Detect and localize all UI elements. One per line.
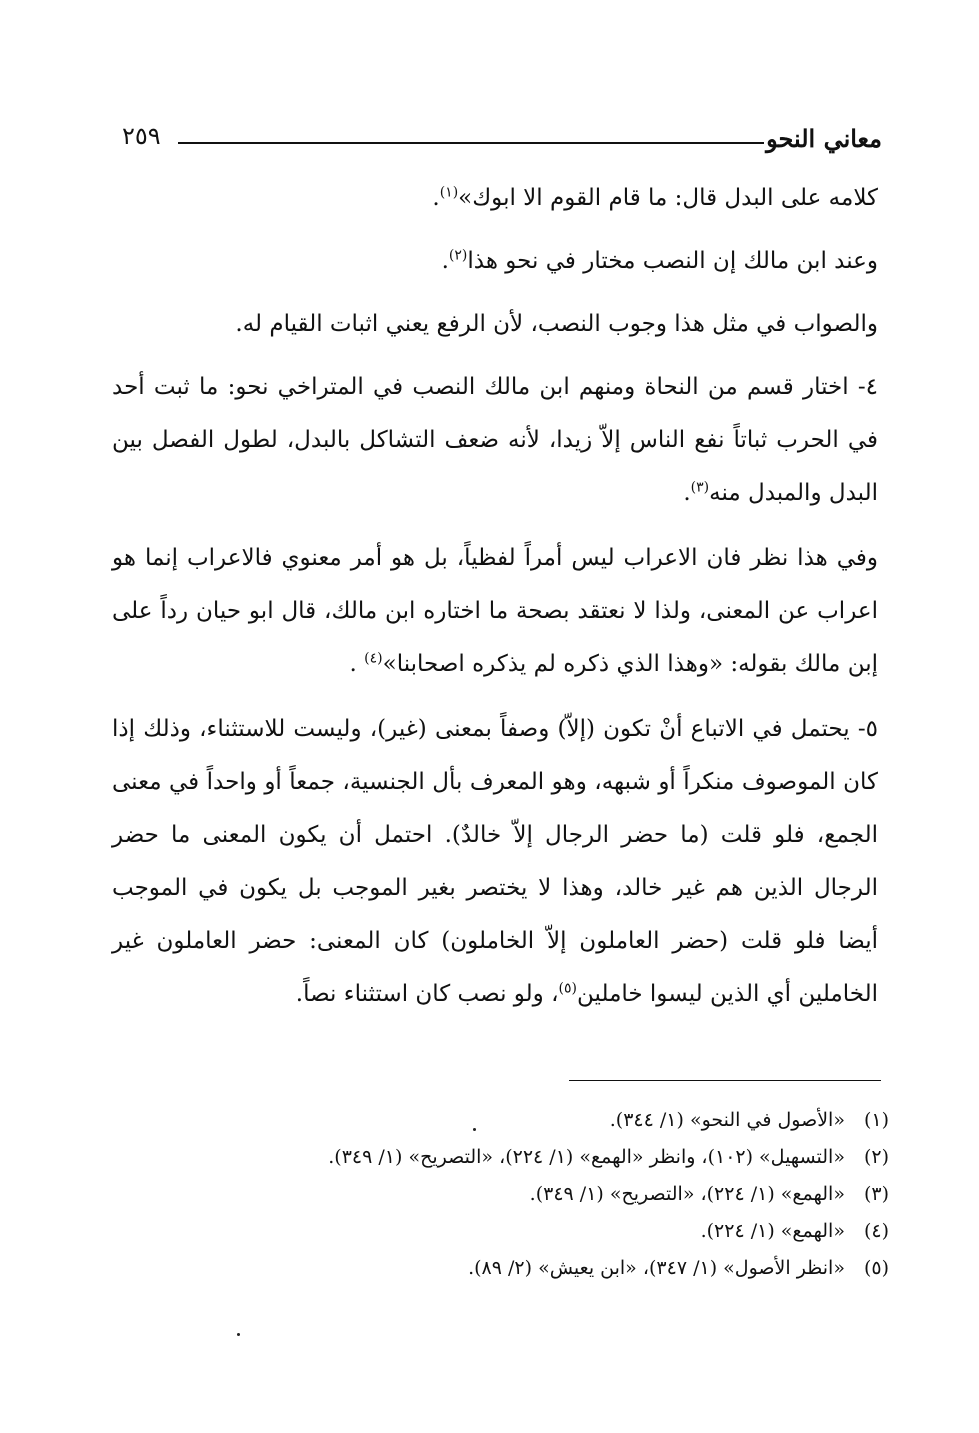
footnote-separator — [569, 1080, 881, 1081]
header-rule — [178, 142, 764, 144]
paragraph-tail: . — [432, 185, 440, 211]
scan-speck — [237, 1333, 240, 1336]
running-header — [118, 118, 882, 158]
paragraph-text: وعند ابن مالك إن النصب مختار في نحو هذا — [467, 248, 878, 274]
footnote-item — [289, 1250, 889, 1287]
paragraph — [112, 172, 878, 225]
footnote-text: «الهمع» (١/ ٢٢٤). — [700, 1220, 845, 1242]
footnote-text: «انظر الأصول» (١/ ٣٤٧)، «ابن يعيش» (٢/ ٨٩). — [468, 1257, 845, 1279]
paragraph — [112, 298, 878, 351]
footnote-ref: (٢) — [448, 247, 468, 264]
footnote-number: (٤) — [863, 1220, 889, 1242]
footnote-number: (٢) — [863, 1146, 889, 1168]
footnote-text: «التسهيل» (١٠٢)، وانظر «الهمع» (١/ ٢٢٤)، «التصريح» (١/ ٣٤٩). — [328, 1146, 845, 1168]
scan-speck — [473, 1128, 476, 1131]
paragraph — [112, 361, 878, 520]
paragraph-text: ٤- اختار قسم من النحاة ومنهم ابن مالك النصب في المتراخي نحو: ما ثبت أحد في الحرب ثباتاً نفع الناس إلاّ زيدا، لأنه ضعف التشاكل بالبدل، لطول الفصل بين البدل والمبدل منه — [112, 374, 878, 506]
footnote-ref: (٤) — [364, 650, 383, 667]
footnote-number: (٣) — [863, 1183, 889, 1205]
paragraph-text: كلامه على البدل قال: ما قام القوم الا ابوك» — [458, 185, 878, 211]
footnotes — [289, 1102, 889, 1287]
footnote-number: (١) — [863, 1109, 889, 1131]
footnote-number: (٥) — [863, 1257, 889, 1279]
paragraph — [112, 532, 878, 691]
footnote-item — [289, 1176, 889, 1213]
footnote-ref: (١) — [439, 184, 459, 201]
paragraph — [112, 235, 878, 288]
footnote-item — [289, 1102, 889, 1139]
paragraph-text: وفي هذا نظر فان الاعراب ليس أمراً لفظياً، بل هو أمر معنوي فالاعراب إنما هو اعراب عن المعنى، ولذا لا نعتقد بصحة ما اختاره ابن مالك، قال ابو حيان رداً على إبن مالك بقوله: «وهذا الذي ذكره لم يذكره اصحابنا» — [112, 545, 878, 677]
paragraph-tail: ، ولو نصب كان استثناء نصاً. — [295, 981, 559, 1007]
paragraph-tail: . — [683, 480, 691, 506]
footnote-item — [289, 1213, 889, 1250]
paragraph — [112, 703, 878, 1021]
paragraph-tail: . — [349, 651, 365, 677]
running-title: معاني النحو — [766, 124, 882, 153]
footnote-text: «الأصول في النحو» (١/ ٣٤٤). — [609, 1109, 845, 1131]
paragraph-text: ٥- يحتمل في الاتباع أنْ تكون (إلاّ) وصفاً بمعنى (غير)، وليست للاستثناء، وذلك إذا كان الموصوف منكراً أو شبهه، وهو المعرف بأل الجنسية، جمعاً أو واحداً في معنى الجمع، فلو قلت (ما حضر الرجال إلاّ خالدٌ). احتمل أن يكون المعنى ما حضر الرجال الذين هم غير خالد، وهذا لا يختصر بغير الموجب بل يكون في الموجب أيضا فلو قلت (حضر العاملون إلاّ الخاملون) كان المعنى: حضر العاملون غير الخاملين أي الذين ليسوا خاملين — [112, 716, 878, 1007]
main-text — [112, 172, 878, 1033]
footnote-ref: (٥) — [558, 980, 577, 997]
page-number: ٢٥٩ — [122, 122, 161, 150]
footnote-text: «الهمع» (١/ ٢٢٤)، «التصريح» (١/ ٣٤٩). — [529, 1183, 845, 1205]
footnote-ref: (٣) — [690, 479, 710, 496]
paragraph-text: والصواب في مثل هذا وجوب النصب، لأن الرفع يعني اثبات القيام له. — [235, 311, 878, 337]
footnote-item — [289, 1139, 889, 1176]
paragraph-tail: . — [441, 248, 449, 274]
